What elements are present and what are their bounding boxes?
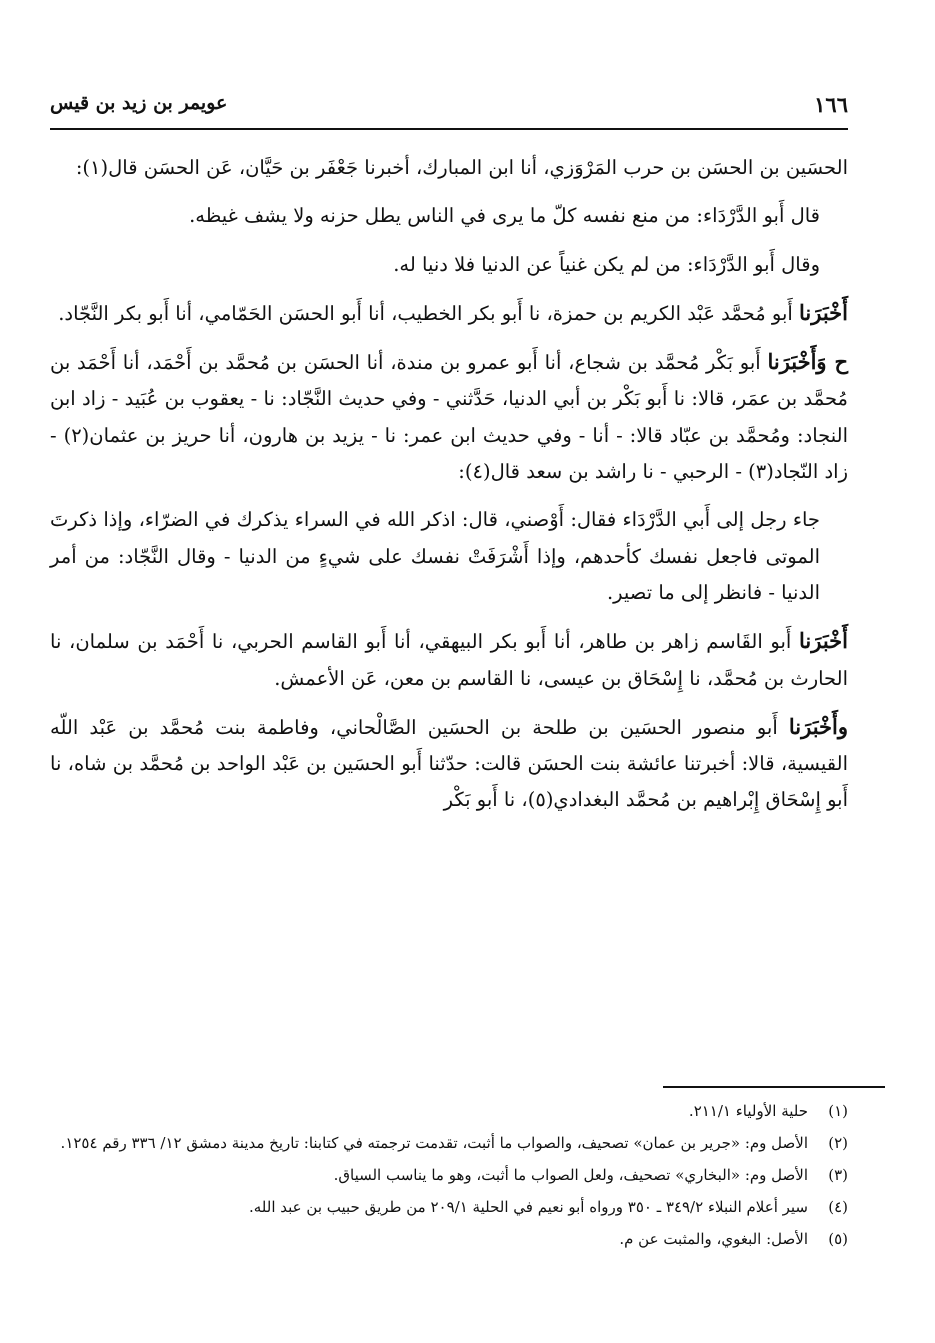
footnote-number: (٥) (828, 1230, 848, 1248)
paragraph-text: وقال أَبو الدَّرْدَاء: من لم يكن غنياً عن الدنيا فلا دنيا له. (393, 252, 820, 276)
footnote-text: الأصل وم: «البخاري» تصحيف، ولعل الصواب ما أثبت، وهو ما يناسب السياق. (333, 1166, 808, 1184)
paragraph-lead-word: أَخْبَرَنا (799, 299, 848, 325)
footnote (50, 1226, 848, 1252)
paragraph (50, 709, 848, 819)
running-title: عويمر بن زيد بن قيس (50, 92, 228, 114)
paragraph-text: أَبو منصور الحسَين بن طلحة بن الحسَين الصَّالْحاني، وفاطمة بنت مُحمَّد بن عَبْد اللّه القيسية، قالا: أخبرتنا عائشة بنت الحسَن قالت: حدّثنا أَبو الحسَين بن عَبْد الواحد بن مُحمَّد بن شاه، نا أَبو إِسْحَاق إِبْراهيم بن مُحمَّد البغدادي(٥)، نا أَبو بَكْر (50, 715, 848, 812)
paragraph-text: أَبو بَكْر مُحمَّد بن شجاع، أنا أَبو عمرو بن مندة، أنا الحسَن بن مُحمَّد بن أَحْمَد، أنا أَحْمَد بن مُحمَّد بن عمَر، قالا: نا أَبو بَكْر بن أبي الدنيا، حَدَّثني - وفي حديث النَّجّاد: نا - يعقوب بن عُبَيد - زاد ابن النجاد: ومُحمَّد بن عبّاد قالا: - أنا - وفي حديث ابن عمر: نا - يزيد بن هارون، أنا حريز بن عثمان(٢) - زاد النّجاد(٣) - الرحبي - نا راشد بن سعد قال(٤): (50, 351, 848, 484)
footnote-text: الأصل وم: «جرير بن عمان» تصحيف، والصواب ما أثبت، تقدمت ترجمته في كتابنا: تاريخ مدينة دمشق ١٢/ ٣٣٦ رقم ١٢٥٤. (60, 1134, 808, 1152)
paragraph (50, 623, 848, 697)
footnote (50, 1130, 848, 1156)
footnote (50, 1098, 848, 1124)
paragraph-lead-word: وأَخْبَرَنا (788, 713, 849, 739)
paragraph (50, 344, 848, 490)
footnote-text: حلية الأولياء ٢١١/١. (688, 1102, 808, 1120)
footnote-number: (١) (828, 1102, 848, 1120)
paragraph-lead-word: أَخْبَرَنا (799, 628, 848, 654)
paragraph-text: الحسَين بن الحسَن بن حرب المَرْوَزي، أنا ابن المبارك، أخبرنا جَعْفَر بن حَيَّان، عَن الحسَن قال(١): (75, 156, 848, 179)
footnote-number: (٤) (828, 1198, 848, 1216)
paragraph-text: قال أَبو الدَّرْدَاء: من منع نفسه كلّ ما يرى في الناس يطل حزنه ولا يشف غيظه. (189, 204, 820, 228)
header-rule (50, 128, 848, 130)
paragraph-lead-word: ح وَأَخْبَرَنا (767, 349, 849, 375)
footnotes (50, 1098, 848, 1258)
paragraph (50, 150, 848, 186)
footnote-text: سير أعلام النبلاء ٣٤٩/٢ ـ ٣٥٠ ورواه أبو نعيم في الحلية ٢٠٩/١ من طريق حبيب بن عبد الله. (249, 1198, 808, 1216)
paragraph-text: أَبو القَاسم زاهر بن طاهر، أنا أَبو بكر البيهقي، أنا أَبو القاسم الحربي، نا أَحْمَد بن سلمان، نا الحارث بن مُحمَّد، نا إِسْحَاق بن عيسى، نا القاسم بن معن، عَن الأعمش. (50, 630, 848, 690)
paragraph (50, 502, 848, 611)
page-number: ١٦٦ (814, 92, 848, 117)
main-text (50, 150, 848, 831)
paragraph (50, 295, 848, 332)
footnote (50, 1162, 848, 1188)
footnote-text: الأصل: البغوي، والمثبت عن م. (619, 1230, 808, 1248)
paragraph (50, 198, 848, 234)
footnote-number: (٢) (828, 1134, 848, 1152)
paragraph (50, 247, 848, 283)
paragraph-text: جاء رجل إلى أَبي الدَّرْدَاء فقال: أَوْصني، قال: اذكر الله في السراء يذكرك في الضرّاء، وإذا ذكرتَ الموتى فاجعل نفسك كأحدهم، وإذا أَشْرَفَتْ نفسك على شيءٍ من الدنيا - وقال النَّجّاد: من أمر الدنيا - فانظر إلى ما تصير. (50, 508, 820, 604)
paragraph-text: أَبو مُحمَّد عَبْد الكريم بن حمزة، نا أَبو بكر الخطيب، أنا أَبو الحسَن الحَمّامي، أنا أَبو بكر النَّجّاد. (58, 301, 793, 325)
page-header (50, 92, 848, 126)
footnote-number: (٣) (828, 1166, 848, 1184)
footnote (50, 1194, 848, 1220)
footnote-rule (663, 1086, 885, 1088)
